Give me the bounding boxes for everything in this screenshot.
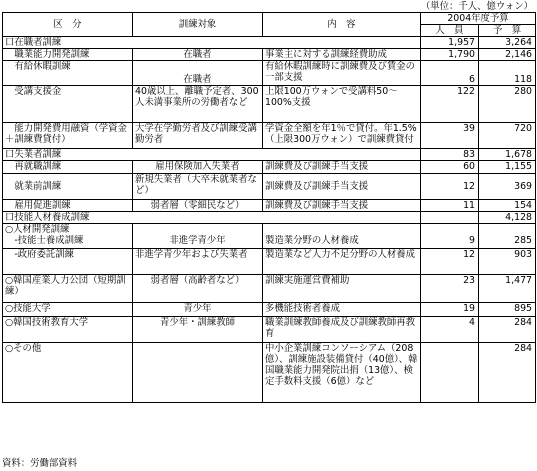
persons-cell: 12 — [421, 248, 479, 274]
source-note: 資料：労働部資料 — [2, 458, 78, 469]
content-cell: 学資金全額を年1％で貸付。年1.5%（上限300万ウォン）で訓練費貸付 — [263, 123, 421, 149]
table-row — [3, 173, 536, 199]
target-cell: 新規失業者（大卒未就業者など） — [133, 173, 263, 199]
table-row — [3, 223, 536, 235]
category-cell: -政府委託訓練 — [3, 248, 133, 274]
budget-cell: 3,264 — [479, 37, 536, 49]
target-cell: 在職者 — [133, 49, 263, 61]
table-row — [3, 342, 536, 402]
target-cell: 非進学青少年および失業者 — [133, 248, 263, 274]
target-cell: 在職者 — [133, 61, 263, 86]
category-cell: 有給休暇訓練 — [3, 61, 133, 86]
budget-cell: 2,146 — [479, 49, 536, 61]
target-cell: 非進学青少年 — [133, 235, 263, 248]
section-category: 口在職者訓練 — [3, 37, 133, 49]
target-cell: 弱者層（零細民など） — [133, 199, 263, 211]
budget-cell: 284 — [479, 316, 536, 342]
header-category: 区 分 — [3, 13, 133, 37]
content-cell: 上限100万ウォンで受講料50～100%支援 — [263, 86, 421, 123]
budget-cell: 1,155 — [479, 161, 536, 173]
header-budget: 予 算 — [479, 25, 536, 37]
content-cell: 製造業など人力不足分野の人材養成 — [263, 248, 421, 274]
table-row — [3, 302, 536, 316]
section-category: 口技能人材養成訓練 — [3, 211, 133, 223]
persons-cell: 1,957 — [421, 37, 479, 49]
category-cell: 就業前訓練 — [3, 173, 133, 199]
table-row — [3, 49, 536, 61]
category-cell: ○人材開発訓練 — [3, 223, 133, 235]
persons-cell — [421, 342, 479, 402]
content-cell: 訓練費及び訓練手当支援 — [263, 199, 421, 211]
header-year-budget: 2004年度予算 — [421, 13, 536, 25]
table-row — [3, 235, 536, 248]
unit-note: （単位：千人、億ウォン） — [420, 1, 533, 12]
table-row — [3, 199, 536, 211]
budget-cell: 4,128 — [479, 211, 536, 223]
table-row — [3, 274, 536, 302]
content-cell: 多機能技術者養成 — [263, 302, 421, 316]
table-row — [3, 248, 536, 274]
budget-cell: 1,678 — [479, 149, 536, 161]
persons-cell: 23 — [421, 274, 479, 302]
content-cell: 訓練費及び訓練手当支援 — [263, 173, 421, 199]
budget-table — [2, 12, 536, 403]
table-row — [3, 37, 536, 49]
category-cell: 雇用促進訓練 — [3, 199, 133, 211]
category-cell: 再就職訓練 — [3, 161, 133, 173]
content-cell: 職業訓練教師養成及び訓練教師再教育 — [263, 316, 421, 342]
target-cell: 弱者層（高齢者など） — [133, 274, 263, 302]
table-row — [3, 161, 536, 173]
target-cell: 40歳以上、離職予定者、300人未満事業所の労働者など — [133, 86, 263, 123]
category-cell: ○韓国技術教育大学 — [3, 316, 133, 342]
persons-cell: 1,790 — [421, 49, 479, 61]
budget-cell: 720 — [479, 123, 536, 149]
category-cell: ○韓国産業人力公団（短期訓練） — [3, 274, 133, 302]
content-cell: 有給休暇訓練時に訓練費及び賃金の一部支援 — [263, 61, 421, 86]
content-cell: 訓練実施運営費補助 — [263, 274, 421, 302]
category-cell: 職業能力開発訓練 — [3, 49, 133, 61]
table-row — [3, 123, 536, 149]
persons-cell: 60 — [421, 161, 479, 173]
category-cell: 受講支援金 — [3, 86, 133, 123]
target-cell: 青少年・訓練教師 — [133, 316, 263, 342]
content-cell: 訓練費及び訓練手当支援 — [263, 161, 421, 173]
table-row — [3, 316, 536, 342]
budget-cell: 154 — [479, 199, 536, 211]
budget-cell: 369 — [479, 173, 536, 199]
budget-cell: 280 — [479, 86, 536, 123]
header-target: 訓練対象 — [133, 13, 263, 37]
table-row — [3, 61, 536, 86]
target-cell: 青少年 — [133, 302, 263, 316]
target-cell: 雇用保険加入失業者 — [133, 161, 263, 173]
header-content: 内 容 — [263, 13, 421, 37]
content-cell: 事業主に対する訓練経費助成 — [263, 49, 421, 61]
persons-cell: 4 — [421, 316, 479, 342]
content-cell: 製造業分野の人材養成 — [263, 235, 421, 248]
budget-cell: 284 — [479, 342, 536, 402]
persons-cell: 9 — [421, 235, 479, 248]
budget-cell: 903 — [479, 248, 536, 274]
table-row — [3, 149, 536, 161]
persons-cell: 122 — [421, 86, 479, 123]
persons-cell: 39 — [421, 123, 479, 149]
budget-cell: 1,477 — [479, 274, 536, 302]
category-cell: ○技能大学 — [3, 302, 133, 316]
category-cell: -技能士養成訓練 — [3, 235, 133, 248]
persons-cell: 6 — [421, 61, 479, 86]
category-cell: ○その他 — [3, 342, 133, 402]
persons-cell — [421, 211, 479, 223]
persons-cell: 11 — [421, 199, 479, 211]
table-row — [3, 211, 536, 223]
category-cell: 能力開発費用融資（学資金＋訓練費貸付） — [3, 123, 133, 149]
section-category: 口失業者訓練 — [3, 149, 133, 161]
header-persons: 人 員 — [421, 25, 479, 37]
target-cell: 大学在学勤労者及び訓練受講勤労者 — [133, 123, 263, 149]
persons-cell: 12 — [421, 173, 479, 199]
table-row — [3, 86, 536, 123]
budget-cell: 285 — [479, 235, 536, 248]
budget-cell: 118 — [479, 61, 536, 86]
persons-cell: 83 — [421, 149, 479, 161]
budget-cell: 895 — [479, 302, 536, 316]
persons-cell: 19 — [421, 302, 479, 316]
content-cell: 中小企業訓練コンソーシアム（208億）、訓練施設装備貸付（40億）、韓国職業能力開発院出捐（13億）、検定手数料支援（6億）など — [263, 342, 421, 402]
